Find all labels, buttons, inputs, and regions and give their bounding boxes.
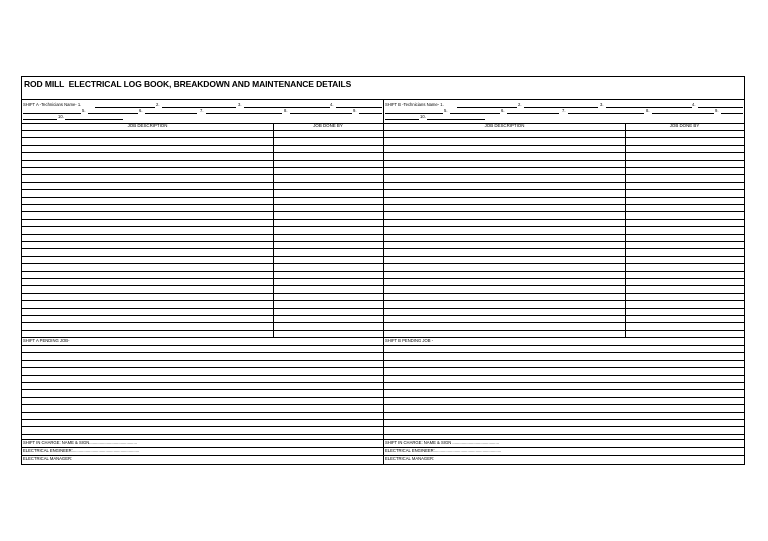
- shift-a-tech-4b-field[interactable]: [23, 113, 81, 114]
- shift-b-incharge-label: SHIFT IN CHARGE: NAME & SIGN ........................................: [385, 440, 499, 445]
- pending-row[interactable]: [22, 382, 744, 383]
- shift-a-manager-label: ELECTRICAL MANAGER:: [23, 456, 73, 461]
- pending-row[interactable]: [22, 375, 744, 376]
- job-table-row[interactable]: [22, 145, 744, 146]
- shift-a-num-3: 3.: [238, 102, 242, 107]
- job-table-row[interactable]: [22, 197, 744, 198]
- shift-a-tech-10-field[interactable]: [65, 119, 123, 120]
- shift-b-num-4: 4.: [692, 102, 696, 107]
- shift-b-tech-10-field[interactable]: [427, 119, 485, 120]
- log-sheet: [21, 76, 745, 465]
- shift-b-num-8: 8.: [646, 108, 650, 113]
- job-table-row[interactable]: [22, 300, 744, 301]
- shift-b-tech-4b-field[interactable]: [385, 113, 443, 114]
- shift-a-num-9: 9.: [353, 108, 357, 113]
- shift-b-job-done-by-header: JOB DONE BY: [669, 123, 700, 128]
- shift-a-tech-4-field[interactable]: [336, 107, 382, 108]
- shift-b-column-divider: [625, 123, 626, 337]
- shift-b-tech-5-field[interactable]: [450, 113, 500, 114]
- shift-a-num-2: 2.: [156, 102, 160, 107]
- shift-a-tech-2-field[interactable]: [162, 107, 236, 108]
- job-table-row[interactable]: [22, 211, 744, 212]
- job-table-row[interactable]: [22, 219, 744, 220]
- job-table-row[interactable]: [22, 271, 744, 272]
- shift-b-tech-9b-field[interactable]: [385, 119, 419, 120]
- job-table-row[interactable]: [22, 315, 744, 316]
- page-title: ROD MILL ELECTRICAL LOG BOOK, BREAKDOWN AND MAINTENANCE DETAILS: [24, 79, 352, 89]
- job-table-row[interactable]: [22, 285, 744, 286]
- pending-row[interactable]: [22, 397, 744, 398]
- job-table-row[interactable]: [22, 322, 744, 323]
- shift-a-num-5: 5.: [82, 108, 86, 113]
- shift-b-tech-7-field[interactable]: [568, 113, 644, 114]
- pending-row[interactable]: [22, 367, 744, 368]
- shift-b-technicians-label: SHIFT B -Technicians Name- 1.: [385, 102, 444, 107]
- pending-row[interactable]: [22, 352, 744, 353]
- pending-row[interactable]: [22, 389, 744, 390]
- job-table-row[interactable]: [22, 278, 744, 279]
- job-table-row[interactable]: [22, 241, 744, 242]
- pending-row[interactable]: [22, 426, 744, 427]
- shift-a-pending-label: SHIFT A PENDING JOB-: [23, 338, 70, 343]
- shift-a-tech-5-field[interactable]: [88, 113, 138, 114]
- shift-b-num-5: 5.: [444, 108, 448, 113]
- shift-b-engineer-label: ELECTRICAL ENGINEER:.........................................................: [385, 448, 502, 453]
- shift-b-num-6: 6.: [501, 108, 505, 113]
- shift-b-manager-label: ELECTRICAL MANAGER:: [385, 456, 435, 461]
- shift-a-job-done-by-header: JOB DONE BY: [313, 123, 343, 128]
- job-table-row[interactable]: [22, 130, 744, 131]
- job-table-row[interactable]: [22, 248, 744, 249]
- job-table-row[interactable]: [22, 308, 744, 309]
- shift-b-tech-1-field[interactable]: [457, 107, 517, 108]
- shift-b-tech-4-field[interactable]: [698, 107, 743, 108]
- pending-row[interactable]: [22, 345, 744, 346]
- shift-b-num-3: 3.: [600, 102, 604, 107]
- shift-b-tech-8-field[interactable]: [652, 113, 714, 114]
- job-table-row[interactable]: [22, 256, 744, 257]
- shift-a-incharge-label: SHIFT IN CHARGE: NAME & SIGN.........................................: [23, 440, 137, 445]
- shift-a-num-7: 7.: [200, 108, 204, 113]
- job-table-row[interactable]: [22, 234, 744, 235]
- job-table-row[interactable]: [22, 137, 744, 138]
- shift-a-tech-9b-field[interactable]: [23, 119, 57, 120]
- shift-b-num-10: 10.: [420, 114, 426, 119]
- pending-row[interactable]: [22, 412, 744, 413]
- pending-row[interactable]: [22, 434, 744, 435]
- shift-a-tech-6-field[interactable]: [145, 113, 197, 114]
- job-table-row[interactable]: [22, 174, 744, 175]
- shift-b-num-2: 2.: [518, 102, 522, 107]
- job-table-row[interactable]: [22, 160, 744, 161]
- shift-a-num-6: 6.: [139, 108, 143, 113]
- signature-divider-2: [22, 455, 744, 456]
- shift-a-engineer-label: ELECTRICAL ENGINEER:.........................................................: [23, 448, 140, 453]
- shift-a-num-10: 10.: [58, 114, 64, 119]
- shift-b-num-9: 9.: [715, 108, 719, 113]
- shift-a-technicians-label: SHIFT A -Technicians Name- 1.: [23, 102, 82, 107]
- shift-b-pending-label: SHIFT B PENDING JOB -: [385, 338, 434, 343]
- shift-a-job-description-header: JOB DESCRIPTION: [127, 123, 168, 128]
- shift-b-tech-2-field[interactable]: [524, 107, 598, 108]
- job-table-row[interactable]: [22, 167, 744, 168]
- shift-a-tech-1-field[interactable]: [95, 107, 155, 108]
- pending-row[interactable]: [22, 404, 744, 405]
- shift-a-column-divider: [273, 123, 274, 337]
- pending-section-top: [22, 337, 744, 338]
- shift-a-tech-7-field[interactable]: [206, 113, 282, 114]
- job-table-row[interactable]: [22, 182, 744, 183]
- job-table-row[interactable]: [22, 204, 744, 205]
- shift-a-num-8: 8.: [284, 108, 288, 113]
- shift-a-tech-8-field[interactable]: [290, 113, 352, 114]
- job-table-row[interactable]: [22, 226, 744, 227]
- job-table-row[interactable]: [22, 263, 744, 264]
- shift-b-tech-9-field[interactable]: [721, 113, 743, 114]
- shift-a-tech-9-field[interactable]: [359, 113, 382, 114]
- center-divider: [383, 99, 384, 464]
- shift-b-num-7: 7.: [562, 108, 566, 113]
- shift-b-tech-6-field[interactable]: [507, 113, 559, 114]
- job-table-row[interactable]: [22, 330, 744, 331]
- job-table-row[interactable]: [22, 293, 744, 294]
- job-table-row[interactable]: [22, 152, 744, 153]
- job-table-row[interactable]: [22, 189, 744, 190]
- pending-row[interactable]: [22, 360, 744, 361]
- shift-a-num-4: 4.: [330, 102, 334, 107]
- pending-row[interactable]: [22, 419, 744, 420]
- shift-b-job-description-header: JOB DESCRIPTION: [484, 123, 525, 128]
